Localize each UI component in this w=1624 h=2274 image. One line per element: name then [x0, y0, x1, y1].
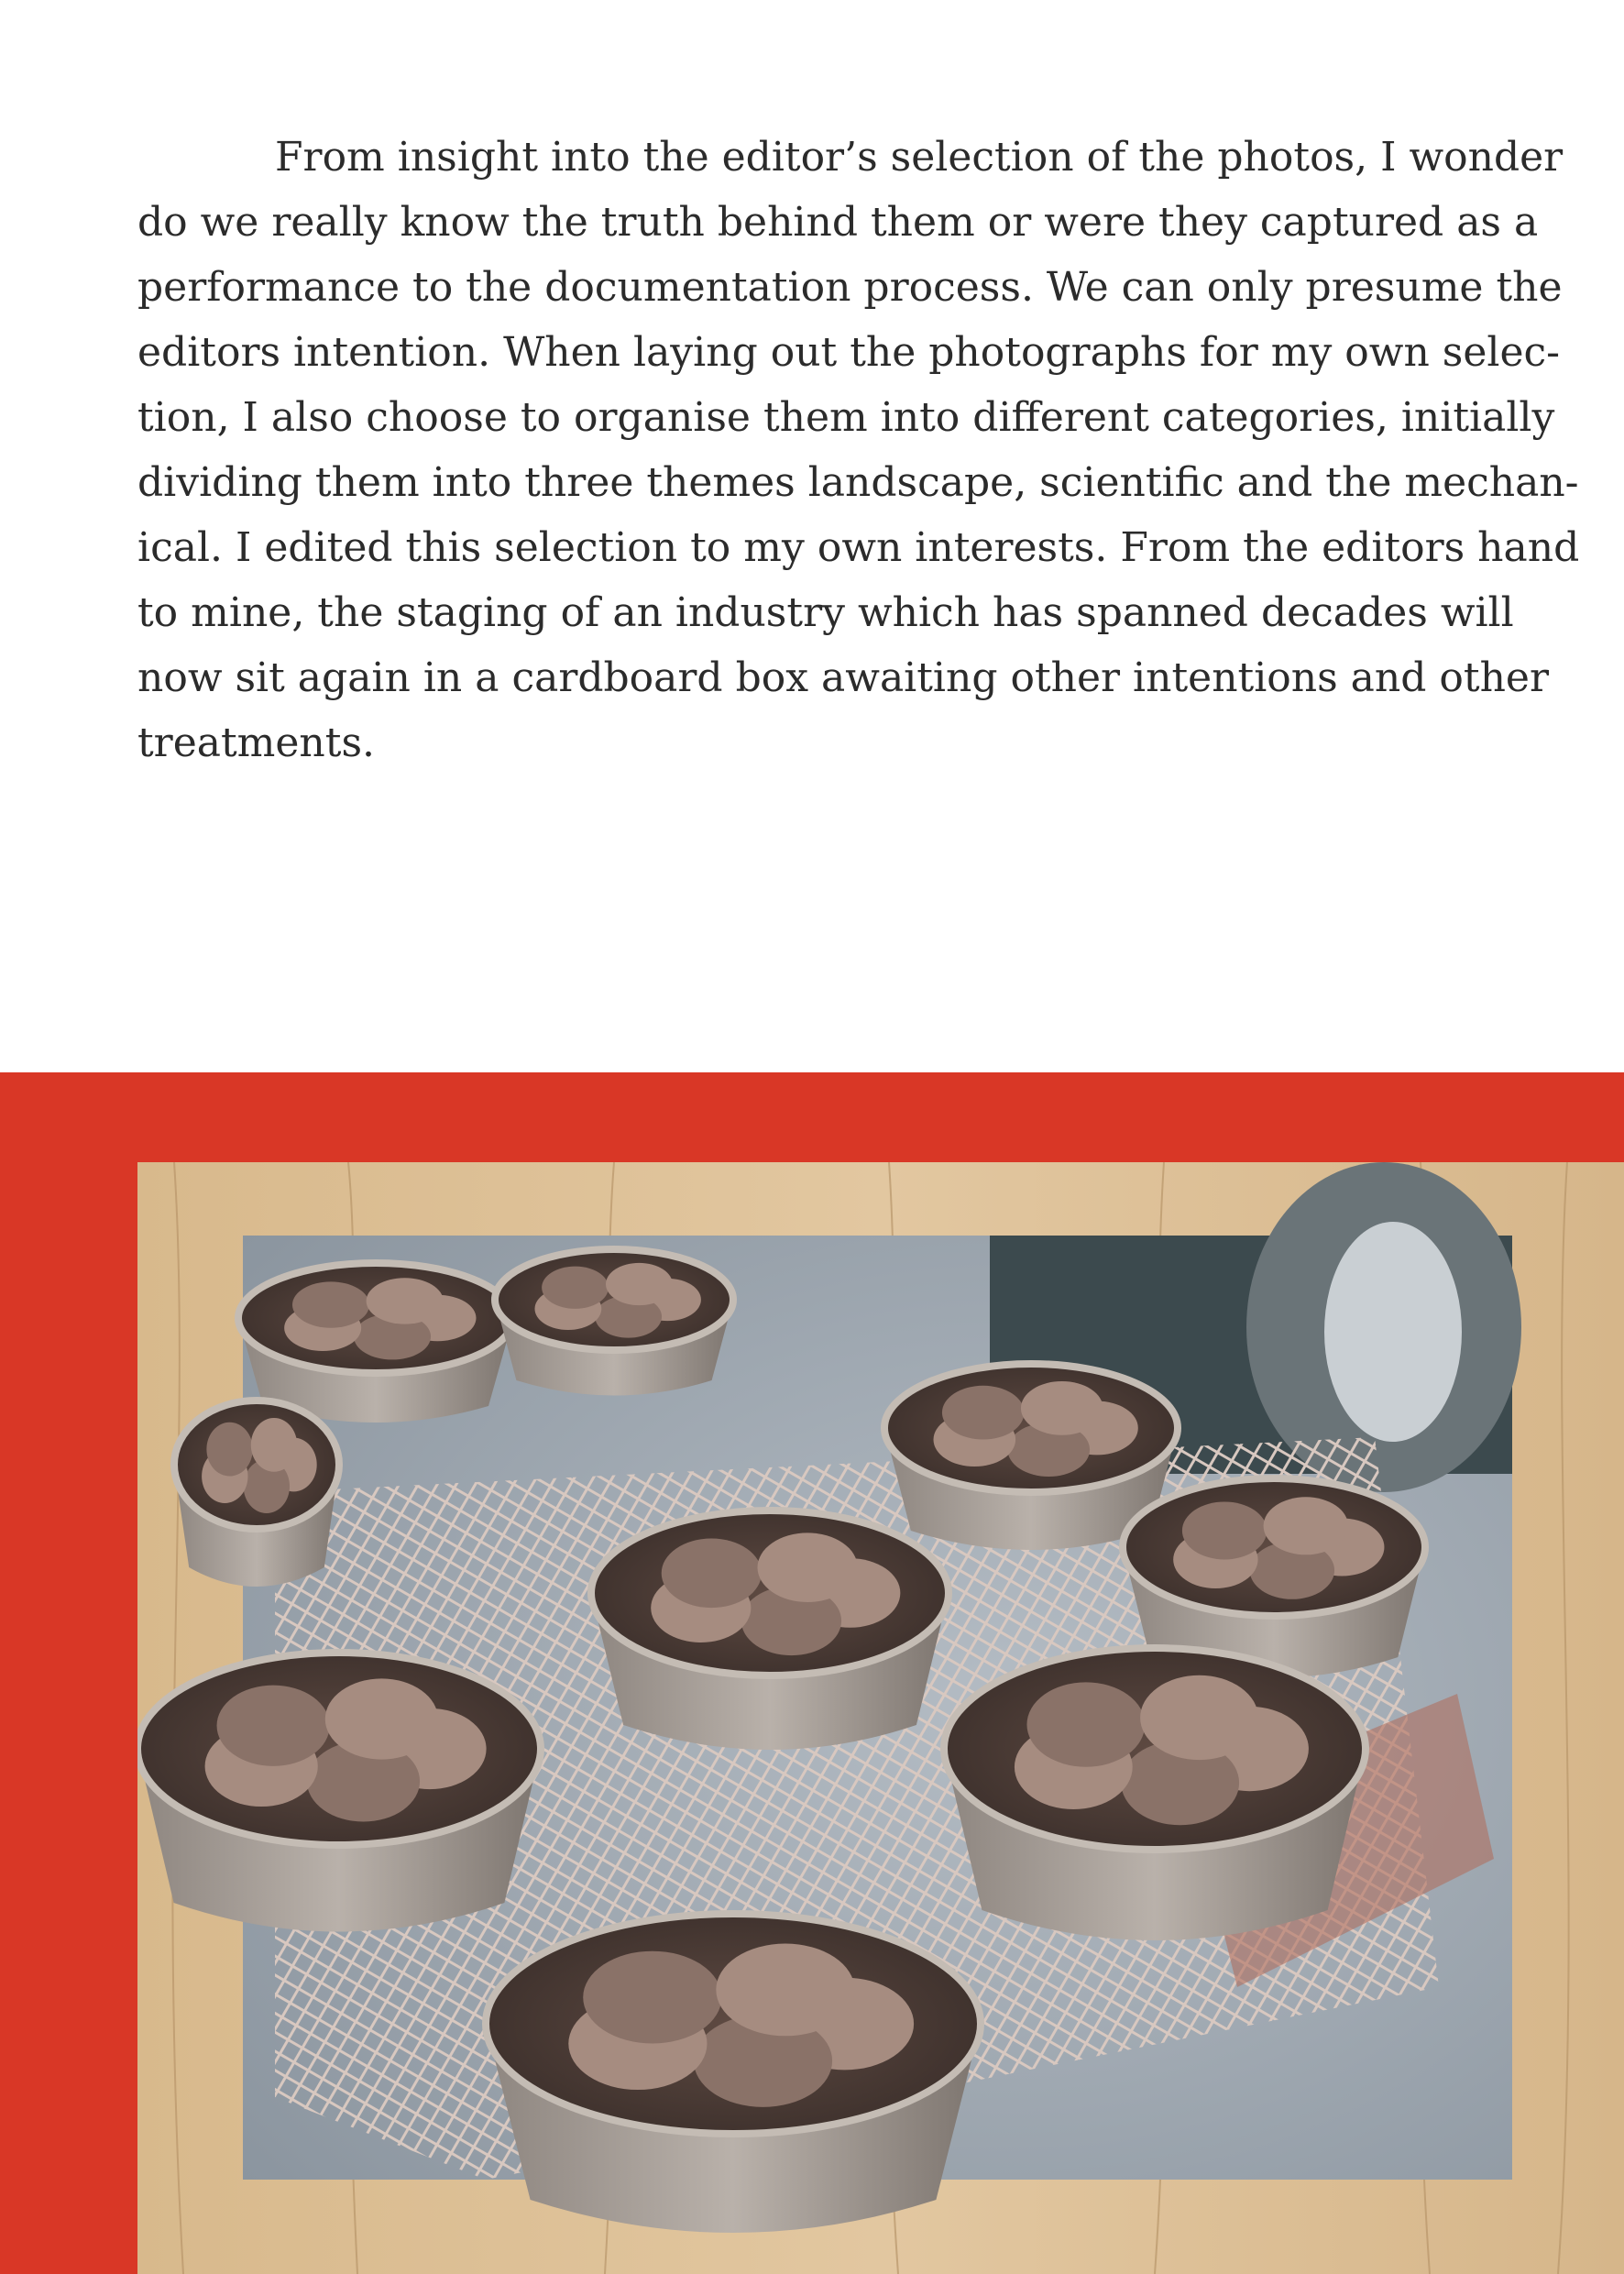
bucket-of-bulbs [495, 1249, 733, 1396]
body-paragraph [137, 125, 1580, 775]
bucket-of-bulbs [174, 1401, 339, 1587]
paragraph-line: treatments. [137, 720, 376, 766]
paragraph-line: now sit again in a cardboard box awaiting other intentions and other [137, 654, 1549, 701]
paragraph-line: performance to the documentation process. We can only presume the [137, 264, 1563, 311]
bucket-of-bulbs [486, 1914, 981, 2233]
photo-figure [137, 1162, 1624, 2274]
bucket-of-bulbs [944, 1648, 1366, 1940]
bucket-of-bulbs [591, 1511, 949, 1750]
bucket-of-bulbs [238, 1263, 513, 1423]
paragraph-line: to mine, the staging of an industry which has spanned decades will [137, 589, 1514, 636]
bucket-of-bulbs [137, 1653, 541, 1932]
paragraph-line: ical. I edited this selection to my own interests. From the editors hand [137, 524, 1580, 571]
paragraph-line: editors intention. When laying out the photographs for my own selec- [137, 329, 1561, 376]
paragraph-line: tion, I also choose to organise them into different categories, initially [137, 394, 1555, 441]
printed-photograph [137, 1162, 1521, 2233]
paragraph-line: From insight into the editor’s selection of the photos, I wonder [275, 134, 1564, 181]
paragraph-line: dividing them into three themes landscape, scientific and the mechan- [137, 459, 1579, 506]
paragraph-line: do we really know the truth behind them or were they captured as a [137, 199, 1539, 246]
